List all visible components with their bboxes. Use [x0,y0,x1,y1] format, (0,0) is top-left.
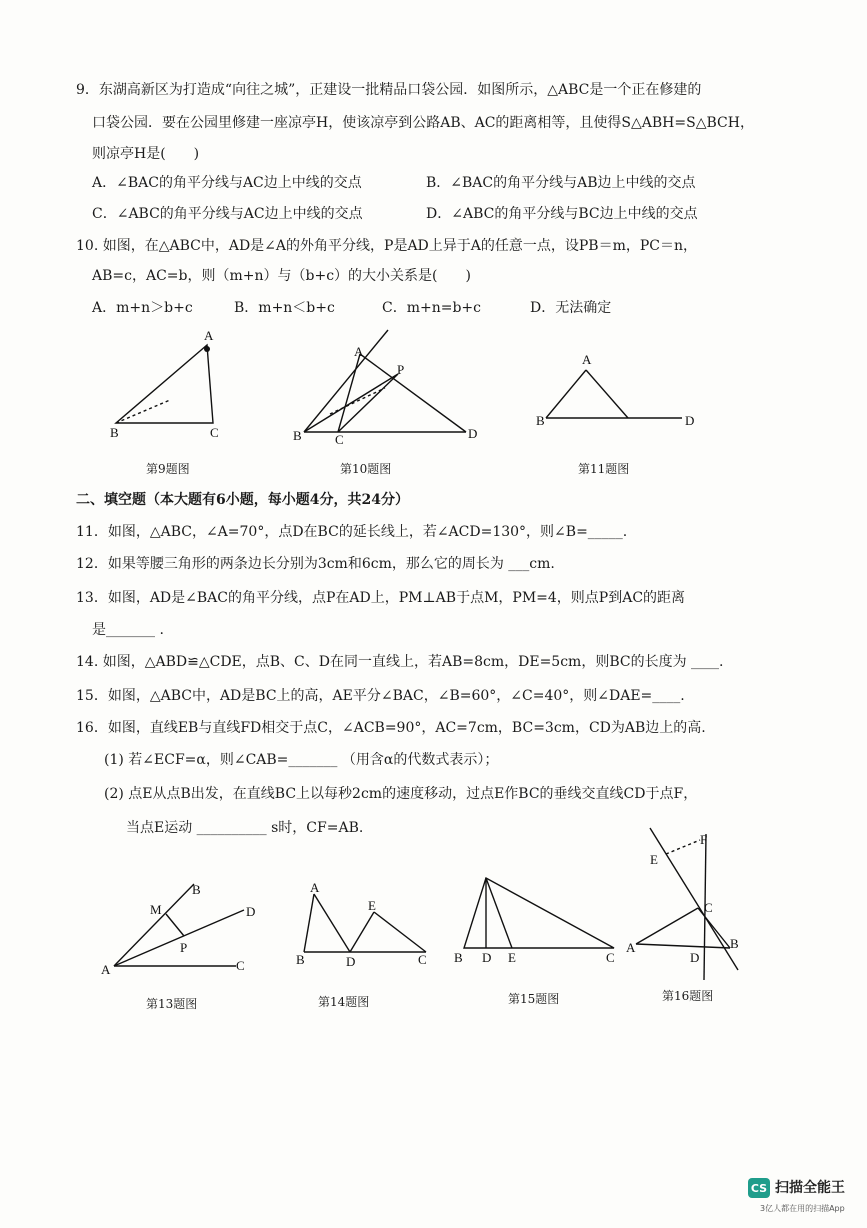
label-F: F [700,832,708,847]
q9c: 则凉亭H是( ) [92,146,200,162]
figure-10 [290,328,490,448]
label-D: D [482,950,492,965]
label-D: D [246,904,256,919]
label-M: M [150,902,162,917]
label-D: D [690,950,700,965]
q15: 15．如图，△ABC中，AD是BC上的高，AE平分∠BAC，∠B=60°，∠C=40°，则∠DAE=____. [76,688,685,704]
scanner-app-name: 扫描全能王 [775,1180,845,1196]
q10-B: B．m+n＜b+c [234,300,335,316]
q10a: 10. 如图，在△ABC中，AD是∠A的外角平分线，P是AD上异于A的任意一点，设PB＝m，PC＝n， [76,238,698,254]
label-E: E [368,898,376,913]
scanner-logo-icon: CS [748,1178,770,1198]
q10-C: C．m+n=b+c [382,300,481,316]
cap16: 第16题图 [662,989,714,1003]
label-B: B [192,882,201,897]
label-C: C [418,952,427,967]
label-B: B [110,425,119,440]
label-E: E [508,950,516,965]
figure-16 [622,824,752,984]
cap15: 第15题图 [508,992,560,1006]
q9-A: A．∠BAC的角平分线与AC边上中线的交点 [92,175,362,191]
figure-11 [530,350,710,430]
label-A: A [204,328,214,343]
cap10: 第10题图 [340,462,392,476]
q9-D: D．∠ABC的角平分线与BC边上中线的交点 [426,206,698,222]
label-A: A [101,962,111,977]
label-P: P [397,362,405,377]
label-A: A [582,352,592,367]
q9-B: B．∠BAC的角平分线与AB边上中线的交点 [426,175,696,191]
label-B: B [454,950,463,965]
label-C: C [606,950,615,965]
q10b: AB=c，AC=b，则（m+n）与（b+c）的大小关系是( ) [92,268,471,284]
label-C: C [210,425,219,440]
label-B: B [296,952,305,967]
q13a: 13．如图，AD是∠BAC的角平分线，点P在AD上，PM⊥AB于点M，PM=4，则点P到AC的距离 [76,590,686,606]
q9a: 9．东湖高新区为打造成“向往之城”，正建设一批精品口袋公园．如图所示，△ABC是一个正在修建的 [76,82,702,98]
q12: 12．如果等腰三角形的两条边长分别为3cm和6cm，那么它的周长为 ___cm. [76,556,555,572]
q10-A: A．m+n＞b+c [92,300,193,316]
q13b: 是_______ . [92,622,164,638]
q9b: 口袋公园．要在公园里修建一座凉亭H，使该凉亭到公路AB、AC的距离相等，且使得S△ABH=S△BCH， [92,115,754,131]
q14: 14. 如图，△ABD≌△CDE，点B、C、D在同一直线上，若AB=8cm，DE=5cm，则BC的长度为 ____. [76,654,724,670]
figure-13 [98,878,268,978]
label-A: A [626,940,636,955]
q16b: (2) 点E从点B出发，在直线BC上以每秒2cm的速度移动，过点E作BC的垂线交直线CD于点F， [104,786,698,802]
label-B: B [293,428,302,443]
q16a: (1) 若∠ECF=α，则∠CAB=_______ （用含α的代数式表示）； [104,752,499,768]
label-A: A [354,344,364,359]
label-D: D [685,413,695,428]
q16c: 当点E运动 __________ s时，CF=AB. [126,820,364,836]
sec2: 二、填空题（本大题有6小题，每小题4分，共24分） [76,492,409,508]
label-B: B [536,413,545,428]
label-E: E [650,852,658,867]
label-B: B [730,936,739,951]
q10-D: D．无法确定 [530,300,612,316]
q16: 16．如图，直线EB与直线FD相交于点C，∠ACB=90°，AC=7cm，BC=3cm，CD为AB边上的高. [76,720,706,736]
q9-C: C．∠ABC的角平分线与AC边上中线的交点 [92,206,363,222]
figure-15 [450,866,630,966]
cap9: 第9题图 [146,462,190,476]
label-D: D [346,954,356,969]
cap14: 第14题图 [318,995,370,1009]
cap11: 第11题图 [578,462,630,476]
label-C: C [236,958,245,973]
label-C: C [704,900,713,915]
figure-9 [100,325,240,445]
q11: 11．如图，△ABC，∠A=70°，点D在BC的延长线上，若∠ACD=130°，则∠B=_____. [76,524,628,540]
cap13: 第13题图 [146,997,198,1011]
label-D: D [468,426,478,441]
label-C: C [335,432,344,447]
figure-14 [294,880,444,970]
label-A: A [310,880,320,895]
label-P: P [180,940,188,955]
scanner-app-tagline: 3亿人都在用的扫描App [760,1204,845,1213]
